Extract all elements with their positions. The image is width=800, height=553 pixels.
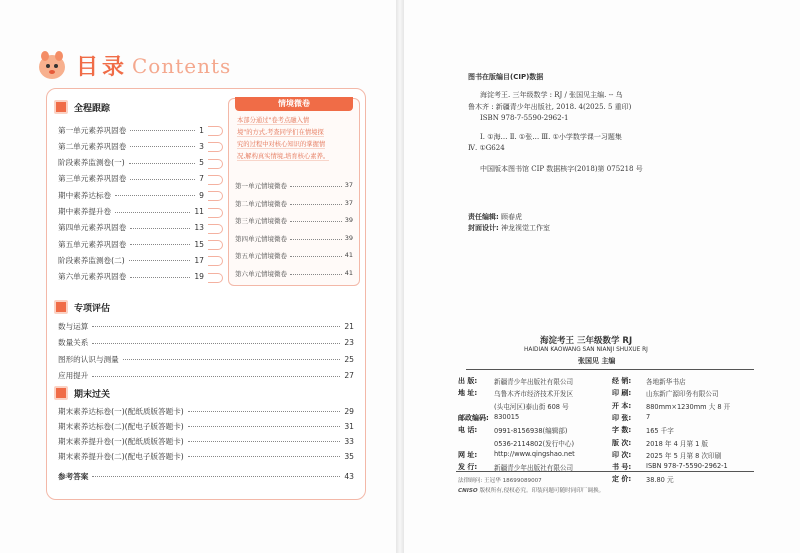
divider bbox=[456, 471, 754, 472]
pub-label: 印 次: bbox=[612, 450, 632, 459]
scenario-row[interactable]: 第三单元情境微卷 39 bbox=[235, 216, 353, 225]
spiral-binding-icon bbox=[208, 256, 223, 266]
toc-row[interactable]: 第四单元素养巩固卷 13 bbox=[58, 223, 204, 233]
editor-line: 责任编辑: 顾春虎 bbox=[468, 213, 523, 221]
spiral-binding-icon bbox=[208, 208, 223, 218]
book-pinyin: HAIDIAN KAOWANG SAN NIANJI SHUXUE RJ bbox=[524, 347, 648, 353]
section-marker-icon bbox=[54, 300, 68, 314]
pub-label: 印 刷: bbox=[612, 389, 632, 398]
toc-row[interactable]: 第五单元素养巩固卷 15 bbox=[58, 239, 204, 249]
scenario-title: 情境微卷 bbox=[235, 97, 353, 111]
book-gutter bbox=[396, 0, 404, 553]
book-title: 海淀考王 三年级数学 RJ bbox=[540, 336, 633, 346]
scenario-row[interactable]: 第二单元情境微卷 37 bbox=[235, 198, 353, 208]
toc-row[interactable]: 数量关系 23 bbox=[58, 338, 354, 347]
pub-value: 乌鲁木齐市经济技术开发区 bbox=[494, 390, 574, 399]
pub-value: (头屯河区)泰山街 608 号 bbox=[494, 402, 569, 411]
toc-title: 目录 bbox=[76, 55, 129, 80]
toc-row[interactable]: 第二单元素养巩固卷 3 bbox=[58, 141, 204, 151]
toc-row[interactable]: 期末素养达标卷(一)(配纸质版答题卡) 29 bbox=[58, 406, 354, 416]
cip-line: 海淀考王. 三年级数学 : RJ / 张国见主编. -- 乌 bbox=[480, 91, 623, 99]
pub-label: 开 本: bbox=[612, 401, 632, 410]
pub-value: ISBN 978-7-5590-2962-1 bbox=[646, 462, 728, 471]
pub-label: 定 价: bbox=[612, 475, 632, 484]
pub-value: 880mm×1230mm 大 8 开 bbox=[646, 402, 731, 411]
spiral-binding-icon bbox=[208, 126, 223, 136]
section-marker-icon bbox=[54, 386, 68, 400]
divider bbox=[466, 369, 754, 370]
pub-value: 各地新华书店 bbox=[646, 378, 686, 386]
toc-row[interactable]: 阶段素养监测卷(一) 5 bbox=[58, 158, 204, 168]
section-heading: 期末过关 bbox=[54, 386, 110, 400]
pub-value: 38.80 元 bbox=[646, 476, 674, 485]
pub-label: 发 行: bbox=[458, 463, 478, 472]
section-marker-icon bbox=[54, 100, 68, 114]
toc-row[interactable]: 期末素养提升卷(二)(配电子版答题卡) 35 bbox=[58, 451, 354, 461]
answers-row[interactable]: 参考答案 43 bbox=[58, 471, 354, 481]
spiral-binding-icon bbox=[208, 159, 223, 169]
pub-value: 新疆青少年出版社有限公司 bbox=[494, 378, 574, 386]
pub-value: 新疆青少年出版社有限公司 bbox=[494, 464, 574, 473]
spiral-binding-icon bbox=[208, 240, 223, 250]
toc-row[interactable]: 数与运算 21 bbox=[58, 321, 354, 331]
scenario-row[interactable]: 第四单元情境微卷 39 bbox=[235, 233, 353, 243]
legal-advisor: 法律顾问: 王冠华 18699089007 bbox=[458, 478, 542, 484]
book-editor: 张国见 主编 bbox=[578, 357, 616, 365]
pub-value: 0536-2114802(发行中心) bbox=[494, 439, 575, 448]
pub-label: 邮政编码: bbox=[458, 413, 489, 422]
cip-line: 中国版本图书馆 CIP 数据核字(2018)第 075218 号 bbox=[480, 165, 643, 173]
pub-label: 地 址: bbox=[458, 389, 478, 398]
mascot-icon bbox=[36, 50, 68, 80]
toc-row[interactable]: 应用提升 27 bbox=[58, 371, 354, 380]
pub-value: http://www.qingshao.net bbox=[494, 449, 575, 458]
toc-row[interactable]: 图形的认识与测量 25 bbox=[58, 354, 354, 364]
spiral-binding-icon bbox=[208, 175, 223, 185]
toc-row[interactable]: 期末素养提升卷(一)(配纸质版答题卡) 33 bbox=[58, 436, 354, 446]
pub-value: 165 千字 bbox=[646, 427, 674, 436]
scenario-description: 本部分通过"卷考点融入情 境"的方式,考查同学们在情境探 究的过程中对核心知识的掌握情 况,解构真实情境,培育核心素养。 bbox=[237, 117, 330, 160]
scenario-row[interactable]: 第五单元情境微卷 41 bbox=[235, 251, 353, 260]
pub-value: 2018 年 4 月第 1 版 bbox=[646, 439, 709, 448]
pub-value: 0991-8156938(编辑部) bbox=[494, 427, 568, 436]
pub-label: 印 张: bbox=[612, 413, 632, 422]
cip-isbn: ISBN 978-7-5590-2962-1 bbox=[480, 114, 569, 122]
toc-row[interactable]: 第一单元素养巩固卷 1 bbox=[58, 125, 204, 135]
toc-title-en: Contents bbox=[132, 54, 232, 78]
section-heading: 全程跟踪 bbox=[54, 100, 110, 114]
pub-label: 书 号: bbox=[612, 463, 632, 472]
pub-label: 字 数: bbox=[612, 426, 632, 435]
pub-value: 2025 年 5 月第 8 次印刷 bbox=[646, 451, 722, 460]
spiral-binding-icon bbox=[208, 224, 223, 234]
spiral-binding-icon bbox=[208, 273, 223, 283]
pub-value: 830015 bbox=[494, 412, 520, 421]
spiral-binding-icon bbox=[208, 142, 223, 152]
pub-label: 出 版: bbox=[458, 377, 478, 385]
spiral-binding-icon bbox=[208, 191, 223, 201]
toc-row[interactable]: 期中素养达标卷 9 bbox=[58, 190, 204, 200]
cniso-logo: CNISO bbox=[458, 488, 478, 494]
pub-label: 网 址: bbox=[458, 450, 478, 459]
section-heading: 专项评估 bbox=[54, 300, 110, 314]
pub-value: 7 bbox=[646, 412, 651, 421]
cip-title: 图书在版编目(CIP)数据 bbox=[468, 73, 544, 81]
toc-row[interactable]: 期末素养达标卷(二)(配电子版答题卡) 31 bbox=[58, 421, 354, 431]
scenario-box bbox=[228, 98, 360, 286]
toc-row[interactable]: 第三单元素养巩固卷 7 bbox=[58, 174, 204, 184]
scenario-row[interactable]: 第一单元情境微卷 37 bbox=[235, 181, 353, 190]
pub-label: 版 次: bbox=[612, 438, 632, 447]
copyright-line: CNISO 版权所有,侵权必究。印装问题可随时同印厂调换。 bbox=[458, 488, 605, 494]
pub-label: 经 销: bbox=[612, 377, 632, 385]
cip-line: Ⅰ. ①海… Ⅱ. ①张… Ⅲ. ①小学数学课一习题集 bbox=[480, 133, 622, 141]
pub-value: 山东新广源印务有限公司 bbox=[646, 390, 719, 399]
toc-row[interactable]: 阶段素养监测卷(二) 17 bbox=[58, 255, 204, 265]
cip-line: Ⅳ. ①G624 bbox=[468, 144, 505, 152]
toc-row[interactable]: 第六单元素养巩固卷 19 bbox=[58, 272, 204, 282]
cip-line: 鲁木齐 : 新疆青少年出版社, 2018. 4(2025. 5 重印) bbox=[468, 103, 632, 111]
designer-line: 封面设计: 神龙视觉工作室 bbox=[468, 224, 551, 232]
toc-row[interactable]: 期中素养提升卷 11 bbox=[58, 207, 204, 216]
scenario-row[interactable]: 第六单元情境微卷 41 bbox=[235, 268, 353, 278]
pub-label: 电 话: bbox=[458, 426, 478, 435]
